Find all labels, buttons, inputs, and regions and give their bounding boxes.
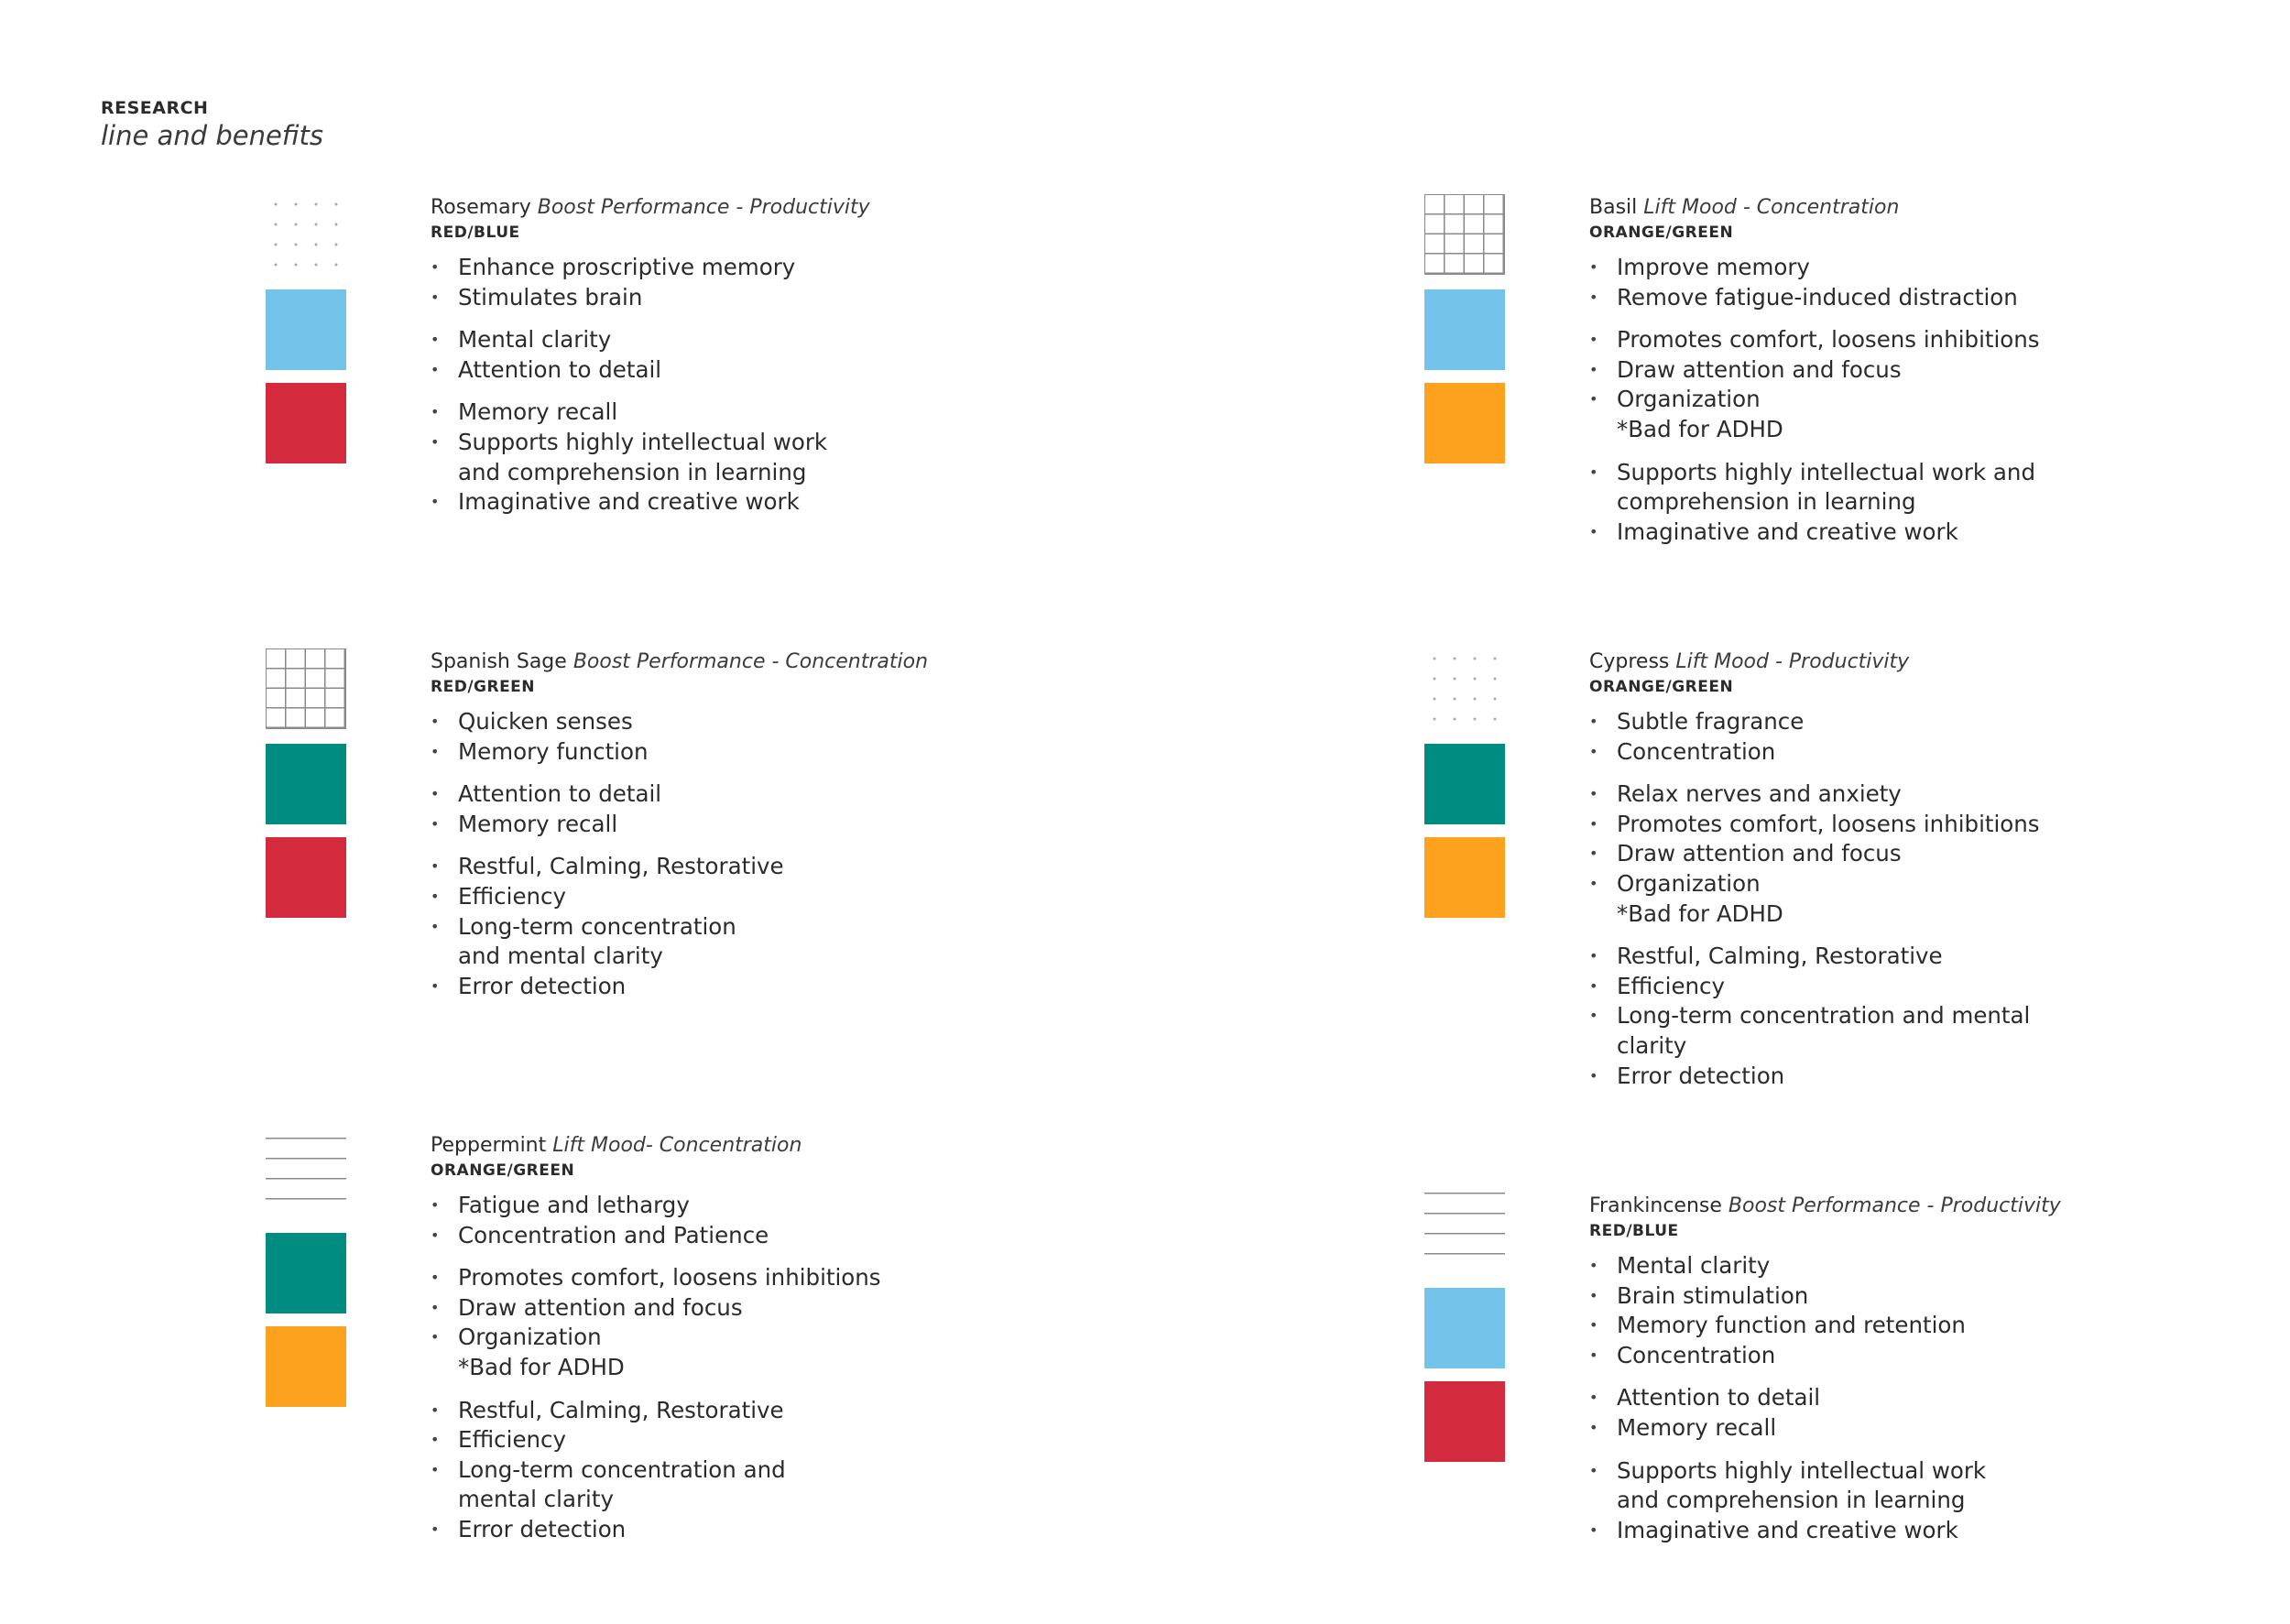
entry-name: Rosemary xyxy=(431,196,531,219)
color-swatch xyxy=(1424,289,1505,370)
benefit-item: • Mental clarity xyxy=(1589,1251,2157,1281)
benefit-group xyxy=(431,707,998,767)
benefit-item: • Restful, Calming, Restorative xyxy=(431,852,998,882)
benefit-item: • Concentration and Patience xyxy=(431,1221,998,1251)
entry-text xyxy=(431,649,998,1014)
benefit-item: • Remove fatigue-induced distraction xyxy=(1589,283,2157,313)
benefit-item: • Imaginative and creative work xyxy=(431,487,998,518)
entry-tagline: Boost Performance - Concentration xyxy=(572,650,929,673)
color-swatch xyxy=(1424,1381,1505,1462)
color-swatch xyxy=(266,837,346,918)
benefit-item: • Mental clarity xyxy=(431,325,998,355)
entry-title xyxy=(431,1132,998,1160)
benefit-item: • Concentration xyxy=(1589,1341,2157,1371)
entry-title xyxy=(1589,649,2157,676)
benefit-group xyxy=(431,1396,998,1545)
benefit-group xyxy=(1589,1383,2157,1443)
benefit-item: • Quicken senses xyxy=(431,707,998,737)
benefit-item: • Supports highly intellectual work and comprehension in learning xyxy=(1589,1456,2157,1516)
benefit-item: • Subtle fragrance xyxy=(1589,707,2157,737)
pattern-grid-swatch xyxy=(266,649,346,729)
entry-name: Spanish Sage xyxy=(431,650,567,673)
benefit-item: • Concentration xyxy=(1589,737,2157,768)
benefit-item: • Organization *Bad for ADHD xyxy=(1589,869,2157,929)
benefit-group xyxy=(1589,779,2157,929)
swatch-column xyxy=(1424,1193,1505,1475)
swatch-column xyxy=(1424,194,1505,476)
entry-color-code: RED/BLUE xyxy=(1589,1222,1679,1240)
entry-tagline: Lift Mood - Concentration xyxy=(1643,196,1900,219)
benefit-item: • Improve memory xyxy=(1589,253,2157,283)
color-swatch xyxy=(266,289,346,370)
entry-title xyxy=(431,194,998,222)
benefit-item: • Relax nerves and anxiety xyxy=(1589,779,2157,810)
benefit-item: • Stimulates brain xyxy=(431,283,998,313)
entry-tagline: Lift Mood- Concentration xyxy=(552,1134,802,1157)
entry-color-code: ORANGE/GREEN xyxy=(1589,678,1734,696)
benefit-item: • Restful, Calming, Restorative xyxy=(431,1396,998,1426)
pattern-dots-swatch xyxy=(266,194,346,275)
benefit-item: • Draw attention and focus xyxy=(431,1293,998,1324)
benefit-group xyxy=(431,253,998,312)
benefit-item: • Efficiency xyxy=(431,882,998,912)
benefit-item: • Brain stimulation xyxy=(1589,1281,2157,1312)
color-swatch xyxy=(266,383,346,463)
benefit-item: • Error detection xyxy=(431,972,998,1002)
pattern-lines-swatch xyxy=(1424,1193,1505,1273)
entry-title xyxy=(1589,194,2157,222)
entry-text xyxy=(1589,649,2157,1104)
benefit-group xyxy=(1589,253,2157,312)
entry-color-code: RED/BLUE xyxy=(431,223,520,242)
pattern-grid-swatch xyxy=(1424,194,1505,275)
benefit-item: • Imaginative and creative work xyxy=(1589,1516,2157,1546)
color-swatch xyxy=(1424,744,1505,824)
entry-name: Frankincense xyxy=(1589,1194,1722,1217)
benefit-item: • Long-term concentration and mental clarity xyxy=(1589,1001,2157,1061)
section-kicker: RESEARCH xyxy=(101,98,209,118)
entry-color-code: RED/GREEN xyxy=(431,678,536,696)
benefit-item: • Enhance proscriptive memory xyxy=(431,253,998,283)
swatch-column xyxy=(266,194,346,476)
benefit-item: • Memory function xyxy=(431,737,998,768)
section-subtitle: line and benefits xyxy=(101,120,324,151)
benefit-item: • Attention to detail xyxy=(1589,1383,2157,1413)
swatch-column xyxy=(1424,649,1505,931)
benefit-item: • Error detection xyxy=(431,1515,998,1545)
color-swatch xyxy=(266,1233,346,1313)
entry-name: Peppermint xyxy=(431,1134,547,1157)
entry-name: Basil xyxy=(1589,196,1638,219)
benefit-group xyxy=(431,852,998,1001)
benefit-item: • Promotes comfort, loosens inhibitions xyxy=(1589,325,2157,355)
benefit-item: • Efficiency xyxy=(431,1425,998,1455)
entry-color-code: ORANGE/GREEN xyxy=(1589,223,1734,242)
entry-title xyxy=(431,649,998,676)
benefit-item: • Restful, Calming, Restorative xyxy=(1589,942,2157,972)
entry-tagline: Boost Performance - Productivity xyxy=(1728,1194,2061,1217)
entry-color-code: ORANGE/GREEN xyxy=(431,1161,575,1180)
benefit-group xyxy=(431,325,998,385)
color-swatch xyxy=(1424,1288,1505,1368)
benefit-group xyxy=(1589,458,2157,548)
entry-title xyxy=(1589,1193,2157,1220)
benefit-item: • Efficiency xyxy=(1589,972,2157,1002)
benefit-group xyxy=(431,1263,998,1382)
swatch-column xyxy=(266,1138,346,1420)
benefit-item: • Organization *Bad for ADHD xyxy=(1589,385,2157,444)
benefit-item: • Attention to detail xyxy=(431,779,998,810)
entry-tagline: Lift Mood - Productivity xyxy=(1675,650,1910,673)
color-swatch xyxy=(266,744,346,824)
swatch-column xyxy=(266,649,346,931)
entry-name: Cypress xyxy=(1589,650,1670,673)
entry-text xyxy=(1589,194,2157,560)
benefit-group xyxy=(1589,942,2157,1091)
entry-text xyxy=(1589,1193,2157,1558)
benefit-item: • Organization *Bad for ADHD xyxy=(431,1323,998,1382)
benefit-item: • Draw attention and focus xyxy=(1589,355,2157,386)
benefit-item: • Memory recall xyxy=(431,398,998,428)
benefit-item: • Attention to detail xyxy=(431,355,998,386)
benefit-item: • Memory function and retention xyxy=(1589,1311,2157,1341)
benefit-item: • Memory recall xyxy=(431,810,998,840)
pattern-lines-swatch xyxy=(266,1138,346,1218)
benefit-group xyxy=(1589,707,2157,767)
benefit-group xyxy=(1589,1251,2157,1370)
benefit-item: • Promotes comfort, loosens inhibitions xyxy=(431,1263,998,1293)
benefit-item: • Supports highly intellectual work and comprehension in learning xyxy=(431,428,998,487)
benefit-item: • Supports highly intellectual work and comprehension in learning xyxy=(1589,458,2157,518)
benefit-group xyxy=(431,398,998,517)
entry-tagline: Boost Performance - Productivity xyxy=(537,196,870,219)
benefit-group xyxy=(431,779,998,839)
color-swatch xyxy=(1424,383,1505,463)
entry-text xyxy=(431,194,998,530)
pattern-dots-swatch xyxy=(1424,649,1505,729)
benefit-item: • Fatigue and lethargy xyxy=(431,1191,998,1221)
benefit-item: • Imaginative and creative work xyxy=(1589,518,2157,548)
benefit-item: • Long-term concentration and mental clarity xyxy=(431,1455,998,1515)
benefit-item: • Memory recall xyxy=(1589,1413,2157,1444)
benefit-group xyxy=(431,1191,998,1250)
entry-text xyxy=(431,1132,998,1558)
benefit-group xyxy=(1589,1456,2157,1546)
color-swatch xyxy=(1424,837,1505,918)
benefit-item: • Long-term concentration and mental clarity xyxy=(431,912,998,972)
benefit-item: • Error detection xyxy=(1589,1062,2157,1092)
benefit-item: • Promotes comfort, loosens inhibitions xyxy=(1589,810,2157,840)
page-header xyxy=(101,97,323,152)
benefit-group xyxy=(1589,325,2157,444)
benefit-item: • Draw attention and focus xyxy=(1589,839,2157,869)
color-swatch xyxy=(266,1326,346,1407)
